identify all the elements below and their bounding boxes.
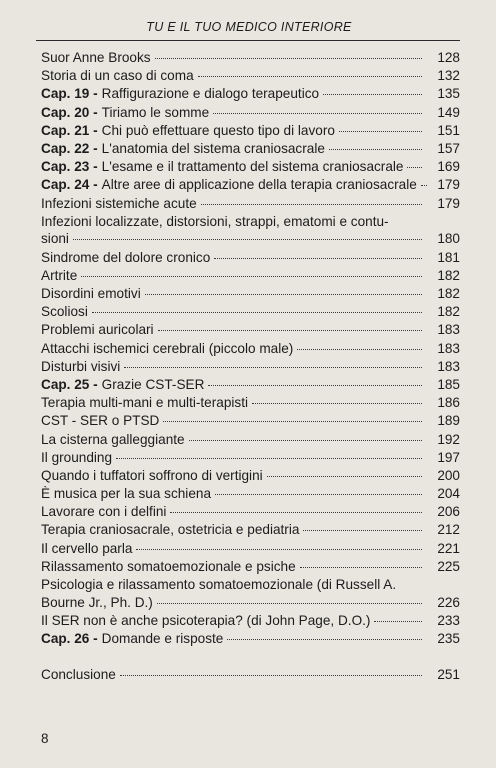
chapter-label: Cap. 24 - [41, 177, 98, 193]
toc-entry [41, 195, 460, 213]
toc-entry-text [41, 195, 426, 213]
toc-entry [41, 431, 460, 449]
dot-leader [227, 639, 422, 640]
running-header: TU E IL TUO MEDICO INTERIORE [146, 20, 352, 34]
toc-entry-title: Il SER non è anche psicoterapia? (di John Page, D.O.) [41, 613, 371, 629]
toc-entry-text [41, 267, 426, 285]
toc-entry-text [41, 85, 426, 103]
dot-leader [267, 476, 422, 477]
chapter-label: Cap. 20 - [41, 104, 98, 120]
toc-entry [41, 558, 460, 576]
toc-entry [41, 521, 460, 539]
toc-entry-page: 189 [437, 413, 460, 429]
toc-entry-page: 251 [437, 667, 460, 683]
toc-entry-page: 182 [437, 304, 460, 320]
dot-leader [145, 294, 422, 295]
toc-entry-title: Tiriamo le somme [101, 104, 210, 120]
toc-entry [41, 49, 460, 67]
dot-leader [189, 440, 422, 441]
toc-entry-title: Disturbi visivi [41, 358, 121, 374]
toc-entry [41, 249, 460, 267]
toc-entry-page: 179 [437, 195, 460, 211]
toc-entry-text [41, 158, 426, 176]
toc-entry-page: 185 [437, 376, 460, 392]
toc-entry-text [41, 521, 426, 539]
toc-entry [41, 503, 460, 521]
toc-entry [41, 122, 460, 140]
toc-entry-title: Suor Anne Brooks [41, 50, 151, 65]
toc-entry-title: Raffigurazione e dialogo terapeutico [101, 86, 320, 102]
dot-leader [155, 58, 422, 59]
dot-leader [329, 149, 422, 150]
toc-entry [41, 467, 460, 485]
toc-entry-text [41, 503, 426, 521]
header-rule [36, 40, 460, 41]
dot-leader [323, 94, 422, 95]
toc-entry [41, 376, 460, 394]
toc-entry-title: Il grounding [41, 449, 113, 465]
toc-entry-page: 204 [437, 486, 460, 502]
toc-entry [41, 485, 460, 503]
toc-entry-text [41, 340, 426, 358]
toc-entry-text [41, 249, 426, 267]
dot-leader [214, 258, 422, 259]
dot-leader [300, 567, 422, 568]
table-of-contents [41, 49, 460, 685]
toc-entry-title: Chi può effettuare questo tipo di lavoro [101, 122, 335, 138]
toc-entry-title: Altre aree di applicazione della terapia craniosacrale [101, 177, 417, 193]
toc-entry-text [41, 303, 426, 321]
dot-leader [92, 312, 422, 313]
toc-entry-title: Lavorare con i delfini [41, 504, 167, 520]
toc-entry [41, 540, 460, 558]
toc-entry-page: 183 [437, 358, 460, 374]
toc-entry-page: 197 [437, 449, 460, 465]
toc-entry-text [41, 485, 426, 503]
toc-entry-title: Il cervello parla [41, 540, 133, 556]
toc-entry-title: Grazie CST-SER [101, 376, 205, 392]
toc-entry-text [41, 140, 426, 158]
toc-entry-page: 181 [437, 249, 460, 265]
toc-entry [41, 67, 460, 85]
toc-entry-page: 179 [437, 177, 460, 193]
toc-entry [41, 85, 460, 103]
toc-entry-title: Domande e risposte [101, 631, 224, 647]
toc-entry-title: Psicologia e rilassamento somatoemozionale (di Russell A. [41, 577, 397, 593]
chapter-label: Cap. 25 - [41, 376, 98, 392]
toc-entry-title: Scoliosi [41, 304, 88, 320]
toc-entry-title: Terapia craniosacrale, ostetricia e pediatria [41, 522, 300, 538]
toc-entry [41, 176, 460, 194]
toc-entry [41, 340, 460, 358]
toc-entry-continuation [41, 594, 460, 612]
toc-entry-page: 128 [437, 50, 460, 65]
toc-entry-text [41, 358, 426, 376]
dot-leader [339, 131, 422, 132]
toc-entry-text [41, 67, 426, 85]
chapter-label: Cap. 26 - [41, 631, 98, 647]
chapter-label: Cap. 23 - [41, 159, 98, 175]
toc-entry-title: Attacchi ischemici cerebrali (piccolo male) [41, 340, 294, 356]
toc-entry-page: 235 [437, 631, 460, 647]
toc-entry-text [41, 630, 426, 648]
dot-leader [421, 185, 427, 186]
toc-entry-text [41, 558, 426, 576]
dot-leader [407, 167, 422, 168]
dot-leader [170, 512, 422, 513]
toc-entry-continuation [41, 230, 460, 248]
dot-leader [374, 621, 422, 622]
toc-entry-title: La cisterna galleggiante [41, 431, 185, 447]
dot-leader [158, 330, 422, 331]
toc-entry-text [41, 540, 426, 558]
toc-entry [41, 612, 460, 630]
toc-entry-title: Problemi auricolari [41, 322, 154, 338]
toc-entry-title: Disordini emotivi [41, 286, 141, 302]
toc-entry-title: Terapia multi-mani e multi-terapisti [41, 395, 248, 411]
dot-leader [120, 675, 422, 676]
toc-entry-title: L'esame e il trattamento del sistema craniosacrale [101, 159, 404, 175]
toc-entry [41, 303, 460, 321]
dot-leader [163, 421, 422, 422]
toc-entry [41, 449, 460, 467]
toc-entry-text [41, 612, 426, 630]
dot-leader [208, 385, 422, 386]
toc-entry-text [41, 449, 426, 467]
dot-leader [136, 549, 422, 550]
dot-leader [297, 349, 422, 350]
toc-entry-page: 200 [437, 467, 460, 483]
toc-entry [41, 358, 460, 376]
dot-leader [157, 603, 422, 604]
toc-entry-page: 182 [437, 267, 460, 283]
toc-entry-title: Quando i tuffatori soffrono di vertigini [41, 467, 263, 483]
toc-entry-page: 169 [437, 159, 460, 175]
dot-leader [201, 204, 422, 205]
dot-leader [213, 113, 422, 114]
toc-entry-page: 182 [437, 286, 460, 302]
toc-entry-text [41, 412, 426, 430]
dot-leader [116, 458, 422, 459]
toc-entry-page: 206 [437, 504, 460, 520]
toc-entry-page: 180 [437, 231, 460, 247]
toc-entry [41, 158, 460, 176]
toc-entry [41, 267, 460, 285]
toc-entry-title: Storia di un caso di coma [41, 68, 194, 84]
dot-leader [198, 76, 422, 77]
toc-entry [41, 630, 460, 648]
dot-leader [303, 530, 422, 531]
toc-entry-page: 157 [437, 140, 460, 156]
page-number: 8 [41, 731, 49, 746]
toc-entry-text [41, 394, 426, 412]
toc-entry [41, 104, 460, 122]
toc-entry-title: Sindrome del dolore cronico [41, 249, 211, 265]
chapter-label: Cap. 22 - [41, 140, 98, 156]
toc-entry-page: 135 [437, 86, 460, 102]
toc-entry-page: 226 [437, 594, 460, 610]
toc-entry-page: 225 [437, 558, 460, 574]
toc-entry [41, 285, 460, 303]
toc-entry-title: L'anatomia del sistema craniosacrale [101, 140, 325, 156]
toc-entry [41, 394, 460, 412]
toc-entry-page: 183 [437, 322, 460, 338]
dot-leader [252, 403, 422, 404]
chapter-label: Cap. 19 - [41, 86, 98, 102]
toc-entry-text [41, 122, 426, 140]
toc-entry-text [41, 176, 426, 194]
toc-entry [41, 321, 460, 339]
toc-entry [41, 140, 460, 158]
toc-entry [41, 412, 460, 430]
toc-entry-page: 132 [437, 68, 460, 84]
toc-entry-page: 221 [437, 540, 460, 556]
toc-entry-text [41, 49, 426, 67]
dot-leader [124, 367, 422, 368]
toc-entry [41, 576, 460, 594]
toc-entry-text [41, 321, 426, 339]
chapter-label: Cap. 21 - [41, 122, 98, 138]
toc-entry-title: Infezioni localizzate, distorsioni, strappi, ematomi e contu- [41, 213, 389, 229]
toc-entry-page: 151 [437, 122, 460, 138]
toc-entry-title: È musica per la sua schiena [41, 486, 212, 502]
toc-entry-title: CST - SER o PTSD [41, 413, 160, 429]
section-gap [41, 648, 460, 666]
toc-entry-page: 186 [437, 395, 460, 411]
toc-entry-title: Conclusione [41, 667, 116, 683]
toc-entry-text [41, 104, 426, 122]
toc-entry-text [41, 376, 426, 394]
toc-entry-text [41, 431, 426, 449]
dot-leader [73, 239, 422, 240]
toc-entry-text [41, 467, 426, 485]
dot-leader [215, 494, 422, 495]
toc-entry [41, 213, 460, 231]
toc-entry-title: Artrite [41, 267, 78, 283]
toc-entry-title-cont: sioni [41, 231, 69, 247]
toc-entry-title: Rilassamento somatoemozionale e psiche [41, 558, 296, 574]
toc-entry-page: 192 [437, 431, 460, 447]
toc-entry-page: 212 [437, 522, 460, 538]
toc-entry-title: Infezioni sistemiche acute [41, 195, 197, 211]
toc-entry-conclusion [41, 666, 460, 684]
toc-entry-page: 149 [437, 104, 460, 120]
toc-entry-title-cont: Bourne Jr., Ph. D.) [41, 594, 153, 610]
toc-entry-page: 233 [437, 613, 460, 629]
toc-entry-page: 183 [437, 340, 460, 356]
toc-entry-text [41, 285, 426, 303]
dot-leader [81, 276, 422, 277]
